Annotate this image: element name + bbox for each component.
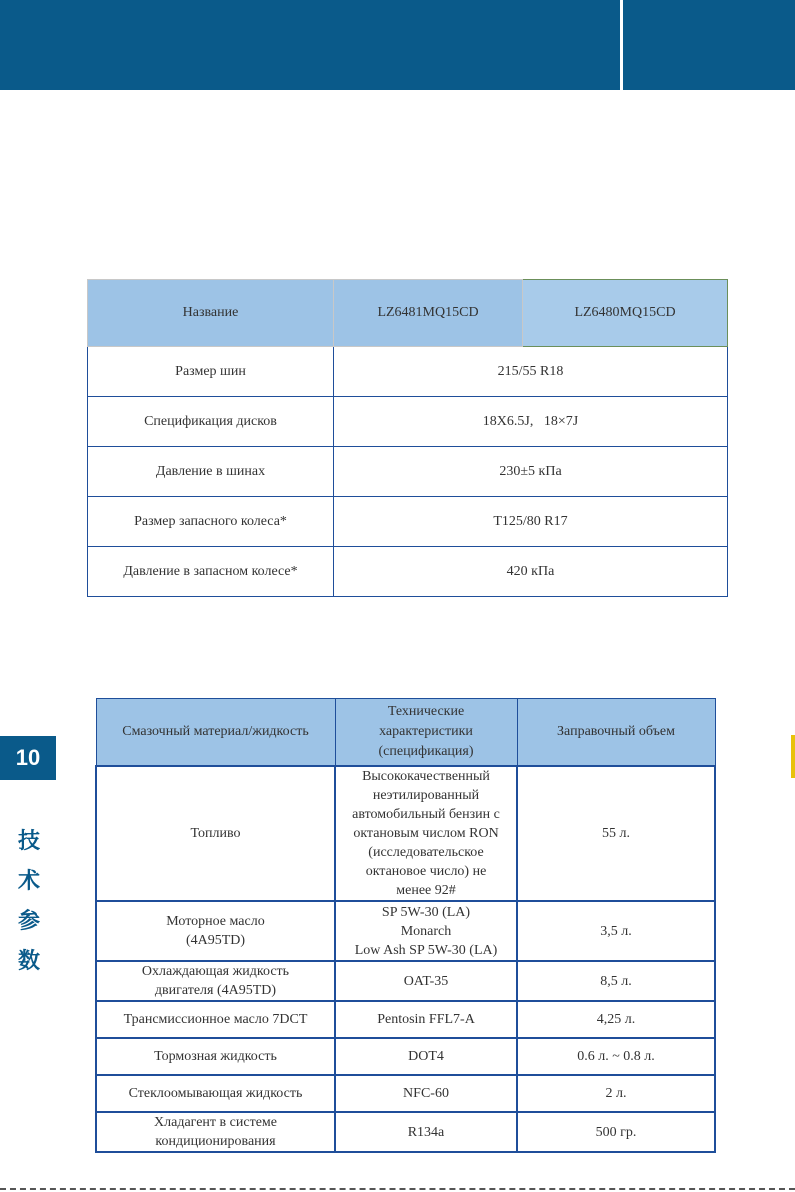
table-row [96, 1075, 715, 1112]
fluid-name: Тормозная жидкость [96, 1038, 335, 1075]
row-label: Давление в запасном колесе* [88, 547, 334, 597]
fluid-name: Охлаждающая жидкость двигателя (4A95TD) [96, 961, 335, 1001]
table-row [96, 1038, 715, 1075]
fluid-spec: R134a [335, 1112, 517, 1152]
fluid-name: Трансмиссионное масло 7DCT [96, 1001, 335, 1038]
header-bar [0, 0, 795, 90]
fluids-spec-table [95, 698, 716, 1153]
row-value: 215/55 R18 [334, 347, 728, 397]
table-row [88, 447, 728, 497]
header-fluid: Смазочный материал/жидкость [96, 699, 335, 767]
fluid-spec: SP 5W-30 (LA) Monarch Low Ash SP 5W-30 (LA) [335, 901, 517, 961]
fluid-volume: 500 гр. [517, 1112, 715, 1152]
row-label: Размер запасного колеса* [88, 497, 334, 547]
footer-dashed-line [0, 1188, 795, 1190]
header-name: Название [88, 280, 334, 347]
fluid-name: Моторное масло (4A95TD) [96, 901, 335, 961]
fluid-spec: Высококачественный неэтилированный автомобильный бензин с октановым числом RON (исследовательское октановое число) не менее 92# [335, 766, 517, 901]
chapter-number-tab: 10 [0, 736, 56, 780]
fluid-name: Хладагент в системе кондиционирования [96, 1112, 335, 1152]
table-row [96, 1001, 715, 1038]
fluid-volume: 3,5 л. [517, 901, 715, 961]
fluid-spec: DOT4 [335, 1038, 517, 1075]
edge-marker [791, 735, 795, 778]
row-value: 420 кПа [334, 547, 728, 597]
table-row [96, 961, 715, 1001]
table-header-row [88, 280, 728, 347]
header-model-1: LZ6481MQ15CD [334, 280, 523, 347]
row-value: 230±5 кПа [334, 447, 728, 497]
table-row [96, 766, 715, 901]
fluid-volume: 55 л. [517, 766, 715, 901]
table-row [88, 497, 728, 547]
table-row [88, 347, 728, 397]
fluid-spec: NFC-60 [335, 1075, 517, 1112]
fluid-volume: 8,5 л. [517, 961, 715, 1001]
fluid-volume: 2 л. [517, 1075, 715, 1112]
row-value: 18X6.5J, 18×7J [334, 397, 728, 447]
row-label: Размер шин [88, 347, 334, 397]
fluid-spec: OAT-35 [335, 961, 517, 1001]
chapter-label: 技 术 参 数 [17, 829, 40, 974]
fluid-spec: Pentosin FFL7-A [335, 1001, 517, 1038]
table-header-row [96, 699, 715, 767]
fluid-volume: 0.6 л. ~ 0.8 л. [517, 1038, 715, 1075]
header-spec: Технические характеристики (спецификация) [335, 699, 517, 767]
header-model-2: LZ6480MQ15CD [523, 280, 728, 347]
tire-spec-table [87, 279, 728, 597]
header-divider [620, 0, 623, 90]
fluid-name: Топливо [96, 766, 335, 901]
row-label: Спецификация дисков [88, 397, 334, 447]
fluid-volume: 4,25 л. [517, 1001, 715, 1038]
header-volume: Заправочный объем [517, 699, 715, 767]
table-row [96, 1112, 715, 1152]
row-label: Давление в шинах [88, 447, 334, 497]
row-value: T125/80 R17 [334, 497, 728, 547]
fluid-name: Стеклоомывающая жидкость [96, 1075, 335, 1112]
table-row [88, 397, 728, 447]
table-row [96, 901, 715, 961]
table-row [88, 547, 728, 597]
